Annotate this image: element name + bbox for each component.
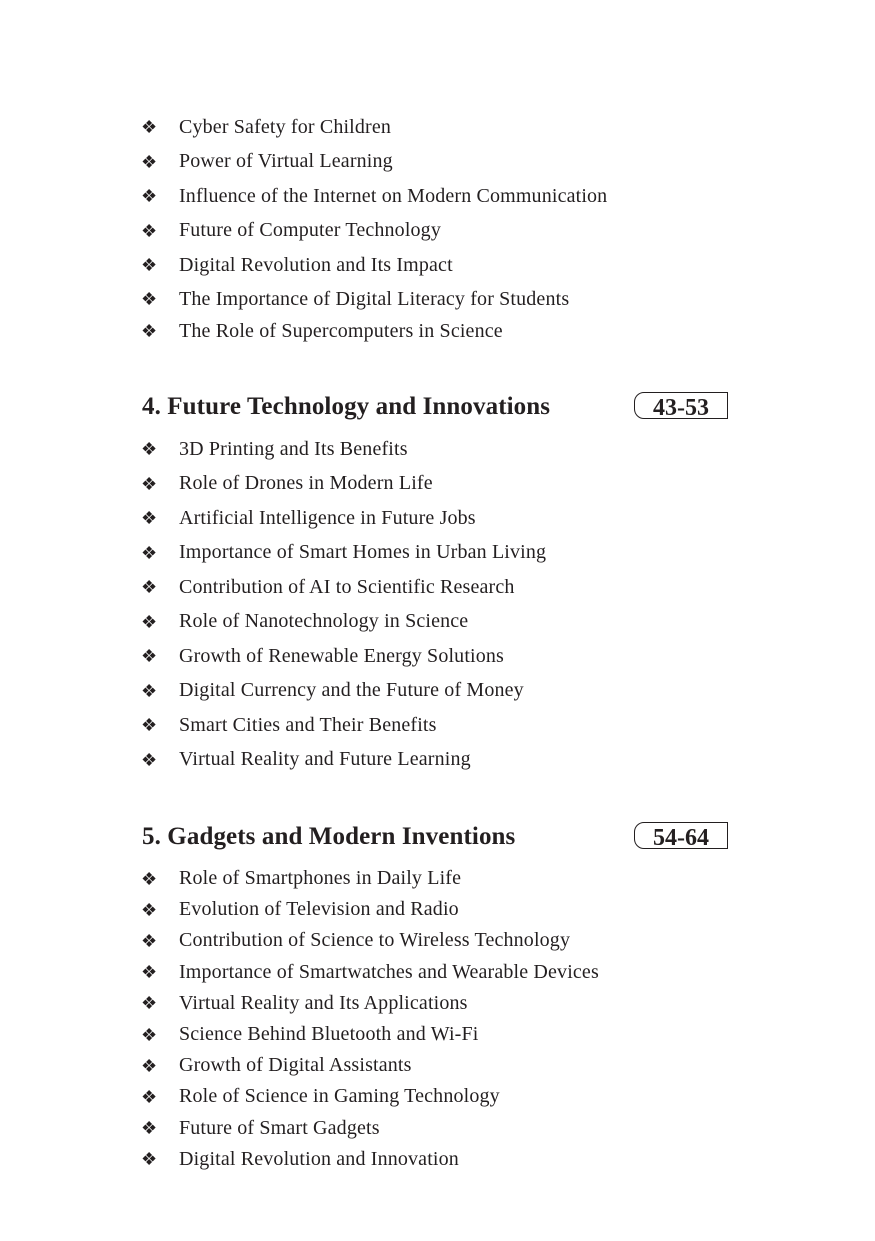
- diamond-bullet-icon: ❖: [141, 1118, 158, 1139]
- topic-list-section-4: [141, 432, 546, 777]
- list-item: [141, 248, 607, 283]
- diamond-bullet-icon: ❖: [141, 473, 158, 494]
- diamond-bullet-icon: ❖: [141, 962, 158, 983]
- list-item: [141, 214, 607, 249]
- list-item: [141, 894, 599, 925]
- page-range-badge: 54-64: [634, 822, 728, 849]
- topic-text: Digital Revolution and Its Impact: [179, 253, 453, 276]
- list-item: [141, 674, 546, 709]
- diamond-bullet-icon: ❖: [141, 1086, 158, 1107]
- diamond-bullet-icon: ❖: [141, 680, 158, 701]
- list-item: [141, 863, 599, 894]
- topic-text: Role of Smartphones in Daily Life: [179, 867, 462, 890]
- diamond-bullet-icon: ❖: [141, 542, 158, 563]
- topic-text: Digital Revolution and Innovation: [179, 1147, 459, 1170]
- list-item: [141, 1050, 599, 1081]
- diamond-bullet-icon: ❖: [141, 715, 158, 736]
- topic-text: Contribution of AI to Scientific Research: [179, 575, 515, 598]
- list-item: [141, 925, 599, 956]
- list-item: [141, 536, 546, 571]
- topic-text: Future of Computer Technology: [179, 219, 441, 242]
- diamond-bullet-icon: ❖: [141, 321, 158, 341]
- list-item: [141, 570, 546, 605]
- list-item: [141, 639, 546, 674]
- list-item: [141, 501, 546, 536]
- topic-text: Evolution of Television and Radio: [179, 898, 459, 921]
- diamond-bullet-icon: ❖: [141, 255, 158, 276]
- diamond-bullet-icon: ❖: [141, 439, 158, 460]
- list-item: [141, 145, 607, 180]
- topic-text: The Role of Supercomputers in Science: [179, 319, 503, 342]
- diamond-bullet-icon: ❖: [141, 1055, 158, 1076]
- diamond-bullet-icon: ❖: [141, 899, 158, 920]
- diamond-bullet-icon: ❖: [141, 1024, 158, 1045]
- topic-text: Influence of the Internet on Modern Communication: [179, 184, 608, 207]
- topic-text: 3D Printing and Its Benefits: [179, 437, 408, 460]
- list-item: [141, 1019, 599, 1050]
- topic-text: Role of Nanotechnology in Science: [179, 610, 469, 633]
- diamond-bullet-icon: ❖: [141, 186, 158, 207]
- topic-text: Role of Science in Gaming Technology: [179, 1085, 500, 1108]
- diamond-bullet-icon: ❖: [141, 1149, 158, 1170]
- list-item: [141, 179, 607, 214]
- diamond-bullet-icon: ❖: [141, 930, 158, 951]
- diamond-bullet-icon: ❖: [141, 868, 158, 889]
- diamond-bullet-icon: ❖: [141, 646, 158, 667]
- list-item: [141, 743, 546, 778]
- topic-text: Artificial Intelligence in Future Jobs: [179, 506, 476, 529]
- diamond-bullet-icon: ❖: [141, 220, 158, 241]
- topic-text: Contribution of Science to Wireless Technology: [179, 929, 571, 952]
- topic-text: Science Behind Bluetooth and Wi-Fi: [179, 1023, 479, 1046]
- list-item: [141, 1081, 599, 1112]
- section-heading-row: [142, 392, 732, 424]
- topic-list-section-5: [141, 863, 599, 1175]
- topic-list-continued: [141, 110, 607, 347]
- diamond-bullet-icon: ❖: [141, 749, 158, 770]
- topic-text: Cyber Safety for Children: [179, 115, 392, 138]
- list-item: [141, 1113, 599, 1144]
- list-item: [141, 110, 607, 145]
- list-item: [141, 432, 546, 467]
- diamond-bullet-icon: ❖: [141, 993, 158, 1014]
- list-item: [141, 708, 546, 743]
- list-item: [141, 605, 546, 640]
- topic-text: Virtual Reality and Its Applications: [179, 991, 468, 1014]
- page-range-badge: 43-53: [634, 392, 728, 419]
- topic-text: The Importance of Digital Literacy for Students: [179, 287, 570, 310]
- topic-text: Role of Drones in Modern Life: [179, 472, 433, 495]
- list-item: [141, 283, 607, 316]
- diamond-bullet-icon: ❖: [141, 117, 158, 138]
- section-title: 4. Future Technology and Innovations: [142, 393, 551, 420]
- topic-text: Power of Virtual Learning: [179, 150, 393, 173]
- section-heading-row: [142, 822, 732, 854]
- topic-text: Virtual Reality and Future Learning: [179, 748, 471, 771]
- topic-text: Importance of Smartwatches and Wearable Devices: [179, 960, 599, 983]
- topic-text: Growth of Digital Assistants: [179, 1054, 412, 1077]
- list-item: [141, 1144, 599, 1175]
- diamond-bullet-icon: ❖: [141, 577, 158, 598]
- list-item: [141, 467, 546, 502]
- topic-text: Growth of Renewable Energy Solutions: [179, 644, 504, 667]
- diamond-bullet-icon: ❖: [141, 151, 158, 172]
- topic-text: Smart Cities and Their Benefits: [179, 713, 437, 736]
- list-item: [141, 316, 607, 347]
- list-item: [141, 957, 599, 988]
- diamond-bullet-icon: ❖: [141, 508, 158, 529]
- diamond-bullet-icon: ❖: [141, 611, 158, 632]
- topic-text: Future of Smart Gadgets: [179, 1116, 380, 1139]
- list-item: [141, 988, 599, 1019]
- diamond-bullet-icon: ❖: [141, 289, 158, 309]
- section-title: 5. Gadgets and Modern Inventions: [142, 823, 516, 850]
- topic-text: Importance of Smart Homes in Urban Living: [179, 541, 547, 564]
- topic-text: Digital Currency and the Future of Money: [179, 679, 524, 702]
